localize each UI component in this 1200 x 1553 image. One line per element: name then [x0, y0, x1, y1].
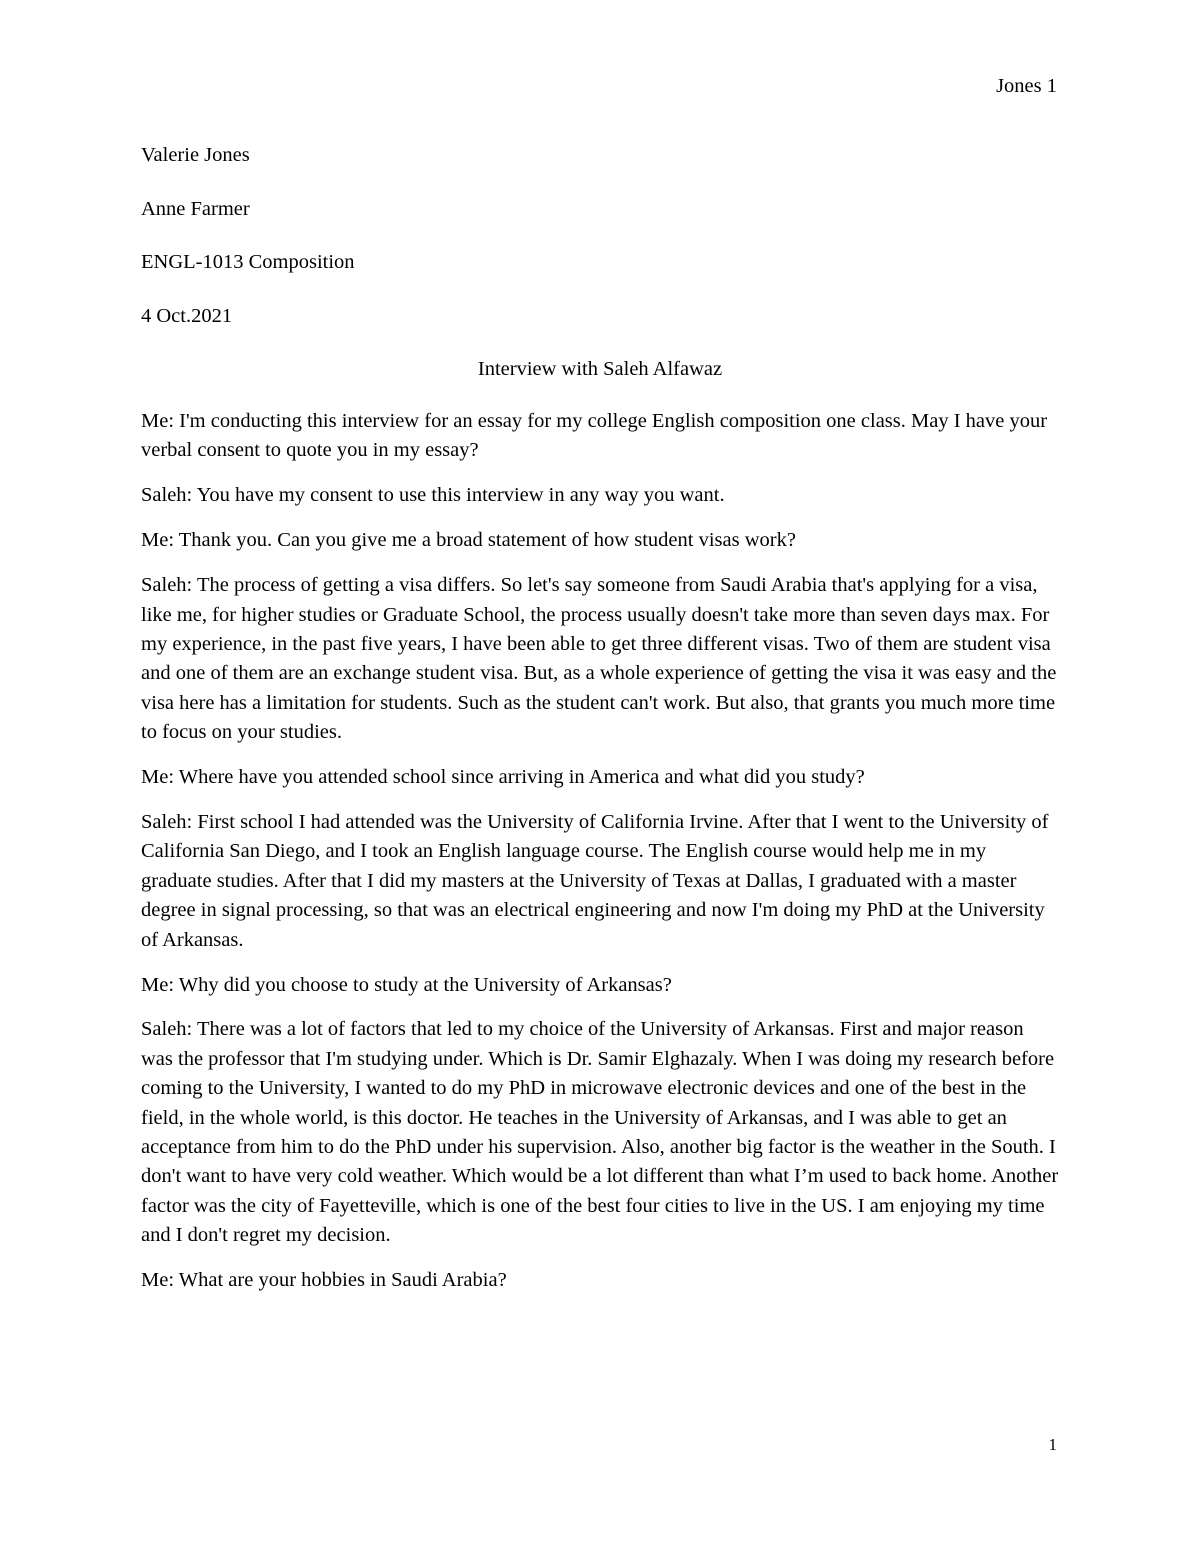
interview-paragraph: Me: I'm conducting this interview for an essay for my college English composition one class. May I have your verbal consent to quote you in my essay? [141, 410, 1048, 462]
interview-paragraph: Me: What are your hobbies in Saudi Arabia? [141, 1269, 507, 1292]
interview-paragraph: Saleh: The process of getting a visa differs. So let's say someone from Saudi Arabia that's applying for a visa, like me, for higher studies or Graduate School, the process usually doesn't take more than seven days max. For my experience, in the past five years, I have been able to get three different visas. Two of them are student visa and one of them are an exchange student visa. But, as a whole experience of getting the visa it was easy and the visa here has a limitation for students. Such as the student can't work. But also, that grants you much more time to focus on your studies. [141, 574, 1057, 744]
interview-paragraph: Saleh: You have my consent to use this interview in any way you want. [141, 484, 725, 507]
mla-heading [141, 142, 1059, 329]
running-head: Jones 1 [996, 75, 1057, 97]
document-date: 4 Oct.2021 [141, 304, 233, 327]
interview-paragraph: Me: Where have you attended school since arriving in America and what did you study? [141, 766, 865, 789]
interview-paragraph: Me: Why did you choose to study at the University of Arkansas? [141, 973, 672, 996]
interview-paragraph: Saleh: There was a lot of factors that led to my choice of the University of Arkansas. First and major reason was the professor that I'm studying under. Which is Dr. Samir Elghazaly. When I was doing my research before coming to the University, I wanted to do my PhD in microwave electronic devices and one of the best in the field, in the whole world, is this doctor. He teaches in the University of Arkansas, and I was able to get an acceptance from him to do the PhD under his supervision. Also, another big factor is the weather in the South. I don't want to have very cold weather. Which would be a lot different than what I’m used to back home. Another factor was the city of Fayetteville, which is one of the best four cities to live in the US. I am enjoying my time and I don't regret my decision. [141, 1018, 1059, 1247]
student-name: Valerie Jones [141, 144, 250, 166]
interview-paragraph: Me: Thank you. Can you give me a broad statement of how student visas work? [141, 529, 796, 552]
instructor-name: Anne Farmer [141, 197, 250, 220]
document-body [141, 142, 1059, 1311]
course-name: ENGL-1013 Composition [141, 251, 355, 273]
footer-page-number: 1 [1048, 1435, 1057, 1454]
document-title: Interview with Saleh Alfawaz [477, 358, 723, 380]
interview-paragraph: Saleh: First school I had attended was the University of California Irvine. After that I went to the University of California San Diego, and I took an English language course. The English course would help me in my graduate studies. After that I did my masters at the University of Texas at Dallas, I graduated with a master degree in signal processing, so that was an electrical engineering and now I'm doing my PhD at the University of Arkansas. [141, 810, 1049, 951]
